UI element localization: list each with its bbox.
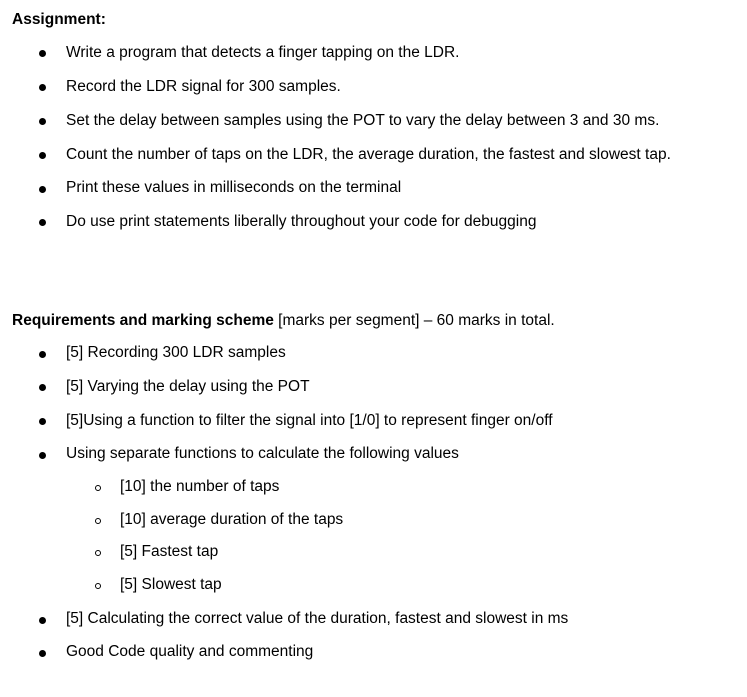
sub-item-2: [10] average duration of the taps	[120, 511, 344, 528]
bullet-icon	[39, 418, 46, 425]
bullet-icon	[39, 617, 46, 624]
bullet-icon	[39, 152, 46, 159]
assignment-item-2: Record the LDR signal for 300 samples.	[66, 78, 341, 95]
bullet-icon	[39, 118, 46, 125]
assignment-item-4: Count the number of taps on the LDR, the average duration, the fastest and slowest tap.	[66, 146, 671, 163]
sub-item-4: [5] Slowest tap	[120, 576, 222, 593]
requirement-item-1: [5] Recording 300 LDR samples	[66, 344, 286, 361]
bullet-icon	[39, 452, 46, 459]
requirement-item-4: Using separate functions to calculate the following values	[66, 445, 459, 462]
circle-bullet-icon	[95, 583, 101, 589]
requirement-item-2: [5] Varying the delay using the POT	[66, 378, 310, 395]
assignment-item-1: Write a program that detects a finger tapping on the LDR.	[66, 44, 460, 61]
assignment-item-6: Do use print statements liberally throughout your code for debugging	[66, 213, 537, 230]
requirement-item-6: Good Code quality and commenting	[66, 643, 314, 660]
requirement-item-3: [5]Using a function to filter the signal into [1/0] to represent finger on/off	[66, 412, 553, 429]
requirements-heading	[12, 312, 555, 330]
sub-item-3: [5] Fastest tap	[120, 543, 219, 560]
bullet-icon	[39, 384, 46, 391]
bullet-icon	[39, 219, 46, 226]
bullet-icon	[39, 50, 46, 57]
requirements-heading-bold: Requirements and marking scheme	[12, 312, 274, 329]
circle-bullet-icon	[95, 518, 101, 524]
bullet-icon	[39, 84, 46, 91]
requirement-item-5: [5] Calculating the correct value of the duration, fastest and slowest in ms	[66, 610, 569, 627]
circle-bullet-icon	[95, 485, 101, 491]
bullet-icon	[39, 351, 46, 358]
assignment-heading: Assignment:	[12, 11, 106, 28]
assignment-item-5: Print these values in milliseconds on the terminal	[66, 179, 402, 196]
bullet-icon	[39, 650, 46, 657]
circle-bullet-icon	[95, 550, 101, 556]
assignment-item-3: Set the delay between samples using the POT to vary the delay between 3 and 30 ms.	[66, 112, 660, 129]
requirements-heading-rest: [marks per segment] – 60 marks in total.	[273, 312, 555, 329]
bullet-icon	[39, 186, 46, 193]
sub-item-1: [10] the number of taps	[120, 478, 280, 495]
